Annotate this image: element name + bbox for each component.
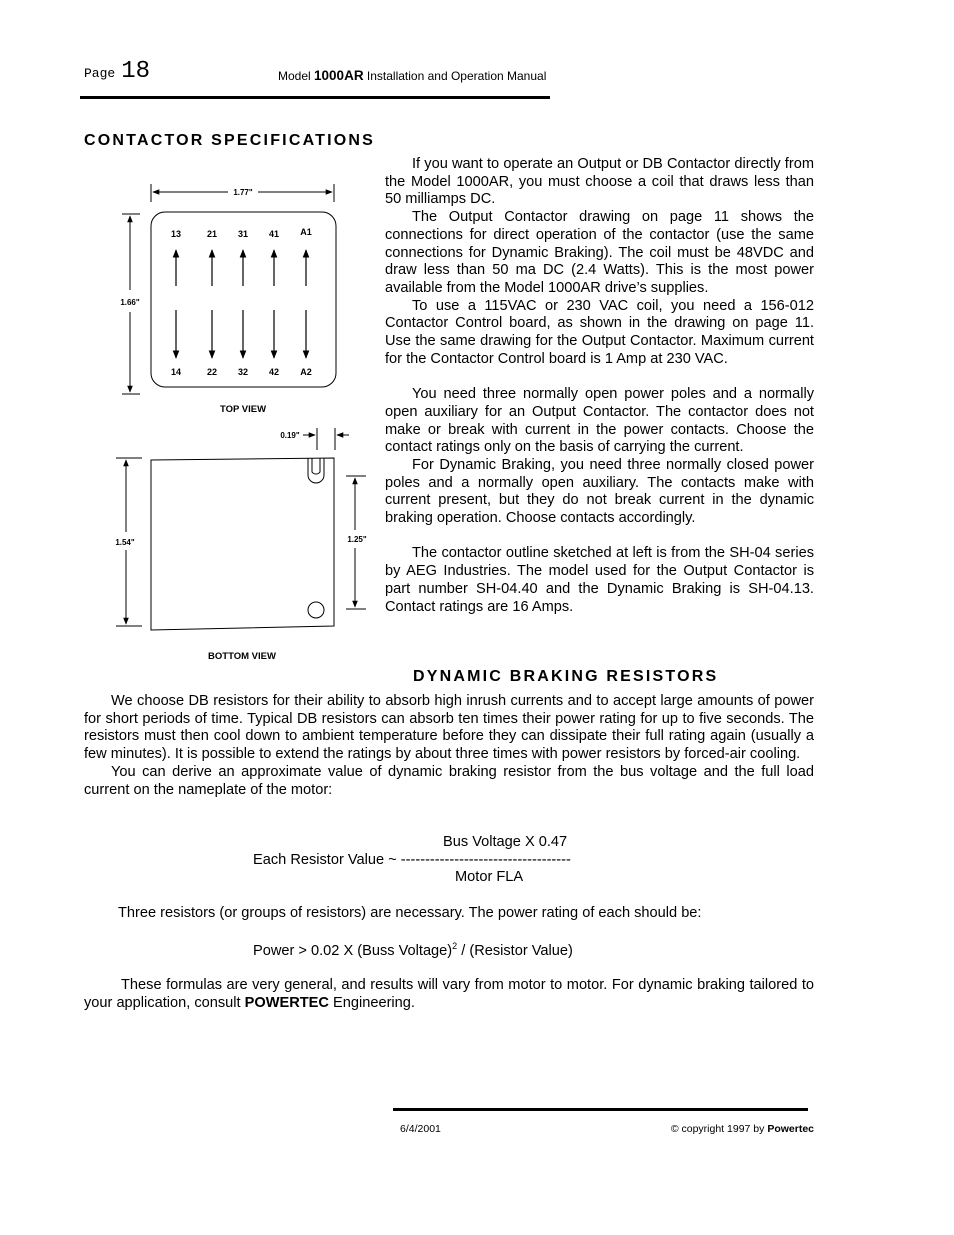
braking-closing-text [84,977,814,1012]
formula-lhs: Each Resistor Value ~ ----------------------------------- [253,852,571,868]
brand-name: POWERTEC [244,994,329,1011]
terminal-label: 42 [268,367,280,377]
top-view-caption: TOP VIEW [219,404,267,415]
bottom-total-height-dimension [115,458,142,626]
contactor-paragraph: The contactor outline sketched at left is from the SH-04 series by AEG Industries. The model used for the Output Contactor is part number SH-04.40 and the Dynamic Braking is SH-04.13. Contact ratings are 16 Amps. [385,545,814,615]
braking-text [84,693,814,799]
bottom-view-caption: BOTTOM VIEW [208,651,276,662]
contactor-paragraph: If you want to operate an Output or DB Contactor directly from the Model 1000AR, you must choose a coil that draws less than 50 milliamps DC. [385,156,814,208]
page-number-value: 18 [121,58,151,85]
braking-paragraph: You can derive an approximate value of dynamic braking resistor from the bus voltage and the full load current on the nameplate of the motor: [84,763,814,798]
closing-text-end: Engineering. [328,994,415,1011]
power-formula-part1: Power > 0.02 X (Buss Voltage) [253,942,453,959]
top-width-dimension [151,184,334,202]
contactor-paragraph: The Output Contactor drawing on page 11 shows the connections for direct operation of the contactor (use the same connections for Dynamic Braking). The coil must be 48VDC and draw less than 50 ma DC (2.4 Watts). This is the most power available from the Model 1000AR drive’s supplies. [385,209,814,296]
header-rule [80,96,550,99]
footer-date: 6/4/2001 [400,1123,441,1135]
copyright-brand: Powertec [767,1123,814,1135]
terminal-label: 31 [237,229,249,239]
terminal-label: 41 [268,229,280,239]
copyright-text: © copyright 1997 by [670,1123,768,1135]
footer-copyright [671,1123,814,1135]
bottom-inner-height-label: 1.25" [347,535,367,544]
title-prefix: Model [278,69,311,83]
slot-width-dimension [280,428,349,450]
bottom-inner-height-dimension [346,476,367,609]
terminal-label: 22 [206,367,218,377]
braking-paragraph: Three resistors (or groups of resistors) are necessary. The power rating of each should be: [118,905,702,921]
manual-title [278,68,546,83]
page-word: Page [84,66,116,81]
footer-rule [393,1108,808,1111]
contactor-paragraph: For Dynamic Braking, you need three normally closed power poles and a normally open auxiliary. The contacts make with current present, but they do not break current in the dynamic braking operation. Choose contacts accordingly. [385,456,814,527]
top-width-label: 1.77" [233,188,253,197]
braking-paragraph: We choose DB resistors for their ability to absorb high inrush currents and to accept large amounts of power for short periods of time. Typical DB resistors can absorb ten times their power rating for up to five seconds. The resistors must then cool down to ambient temperature before they can dissipate their full rating again (usually a few minutes). It is possible to extend the ratings by about three times with power resistors by forced-air cooling. [84,693,814,763]
top-height-label: 1.66" [120,298,140,307]
top-height-dimension [120,214,140,394]
power-formula-exponent: 2 [452,941,458,951]
title-suffix: Installation and Operation Manual [366,69,547,83]
terminal-label: A1 [300,227,312,237]
contactor-paragraph: To use a 115VAC or 230 VAC coil, you need a 156-012 Contactor Control board, as shown in the drawing on page 11. Use the same drawing for the Output Contactor. Maximum current for the Contactor Control board is 1 Amp at 230 VAC. [385,297,814,367]
contactor-heading: CONTACTOR SPECIFICATIONS [84,132,376,149]
slot-width-label: 0.19" [280,431,300,440]
power-formula-part2: / (Resistor Value) [457,942,573,959]
contact-arrows [176,250,306,358]
bottom-view-outline [151,458,334,630]
contactor-paragraph: You need three normally open power poles and a normally open auxiliary for an Output Contactor. The contactor does not make or break with current in the power contacts. Choose the contact ratings only on the basis of carrying the current. [385,386,814,456]
terminal-label: 21 [206,229,218,239]
model-name: 1000AR [314,68,364,83]
contactor-drawing [110,178,380,678]
contactor-text [385,156,814,616]
closing-text-start: These formulas are very general, and results will vary from motor to motor. For dynamic braking tailored to your application, consult [84,977,814,1011]
page-number [84,58,150,85]
formula-numerator: Bus Voltage X 0.47 [443,834,568,850]
power-rating-formula [253,941,573,959]
bottom-total-height-label: 1.54" [115,538,135,547]
mounting-slot [308,458,324,483]
terminal-label: 14 [170,367,182,377]
terminal-label: A2 [300,367,312,377]
braking-paragraph [84,977,814,1012]
terminal-label: 13 [170,229,182,239]
braking-heading: DYNAMIC BRAKING RESISTORS [413,668,719,685]
terminal-label: 32 [237,367,249,377]
formula-denominator: Motor FLA [455,869,524,885]
mounting-hole [308,602,324,618]
